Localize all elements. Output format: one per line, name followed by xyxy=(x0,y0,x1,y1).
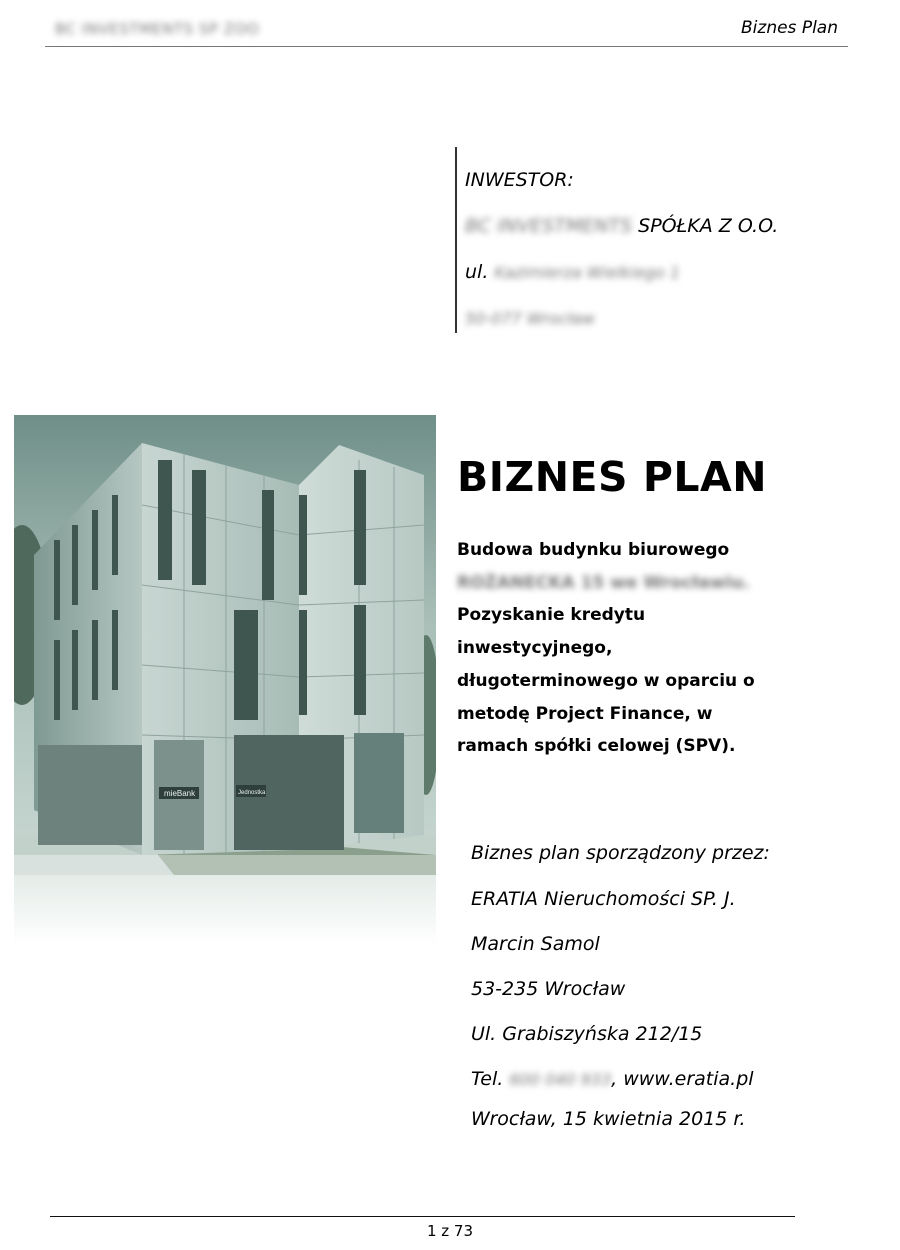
prepared-by-block xyxy=(471,842,770,1130)
investor-name-blurred: BC INVESTMENTS xyxy=(465,215,633,237)
description-line-3: Pozyskanie kredytu xyxy=(457,605,646,626)
description-line-1: Budowa budynku biurowego xyxy=(457,540,730,560)
investor-city-line xyxy=(465,295,778,341)
investor-street-blurred: Kazimierza Wielkiego 1 xyxy=(494,263,681,282)
investor-name-suffix: SPÓŁKA Z O.O. xyxy=(638,215,779,237)
prepared-person: Marcin Samol xyxy=(471,933,600,955)
prepared-intro: Biznes plan sporządzony przez: xyxy=(471,842,770,864)
project-description xyxy=(457,534,797,763)
prepared-date: Wrocław, 15 kwietnia 2015 r. xyxy=(471,1108,746,1130)
investor-side-bar xyxy=(455,147,457,333)
investor-street-line xyxy=(465,249,778,295)
document-title: BIZNES PLAN xyxy=(457,453,768,501)
building-rendering-image xyxy=(14,415,436,875)
prepared-street: Ul. Grabiszyńska 212/15 xyxy=(471,1023,703,1045)
shop-sign-1: mieBank xyxy=(164,789,196,798)
header-company-name: BC INVESTMENTS SP ZOO xyxy=(55,20,260,38)
prepared-city: 53-235 Wrocław xyxy=(471,978,626,1000)
prepared-contact-line xyxy=(471,1068,770,1108)
shop-sign-2: Jednostka xyxy=(238,790,266,796)
description-line-7: ramach spółki celowej (SPV). xyxy=(457,736,736,757)
footer-divider xyxy=(50,1216,795,1217)
description-line-2-blurred: ROŻANECKA 15 we Wrocławiu. xyxy=(457,572,750,593)
prepared-tel-prefix: Tel. xyxy=(471,1068,504,1090)
investor-heading: INWESTOR: xyxy=(465,169,574,191)
investor-block xyxy=(465,157,778,341)
prepared-tel-blurred: 600 040 933 xyxy=(509,1070,612,1089)
header-doc-label: Biznes Plan xyxy=(741,18,838,38)
prepared-company: ERATIA Nieruchomości SP. J. xyxy=(471,888,736,910)
page-number: 1 z 73 xyxy=(426,1222,474,1240)
image-reflection xyxy=(14,875,436,945)
investor-name-line xyxy=(465,203,778,249)
description-line-5: długoterminowego w oparciu o xyxy=(457,670,755,691)
description-line-6: metodę Project Finance, w xyxy=(457,703,713,724)
prepared-website: , www.eratia.pl xyxy=(611,1068,754,1090)
description-line-4: inwestycyjnego, xyxy=(457,638,613,659)
investor-city-blurred: 50-077 Wrocław xyxy=(465,309,595,328)
investor-street-prefix: ul. xyxy=(465,261,489,283)
header-divider xyxy=(45,46,848,47)
